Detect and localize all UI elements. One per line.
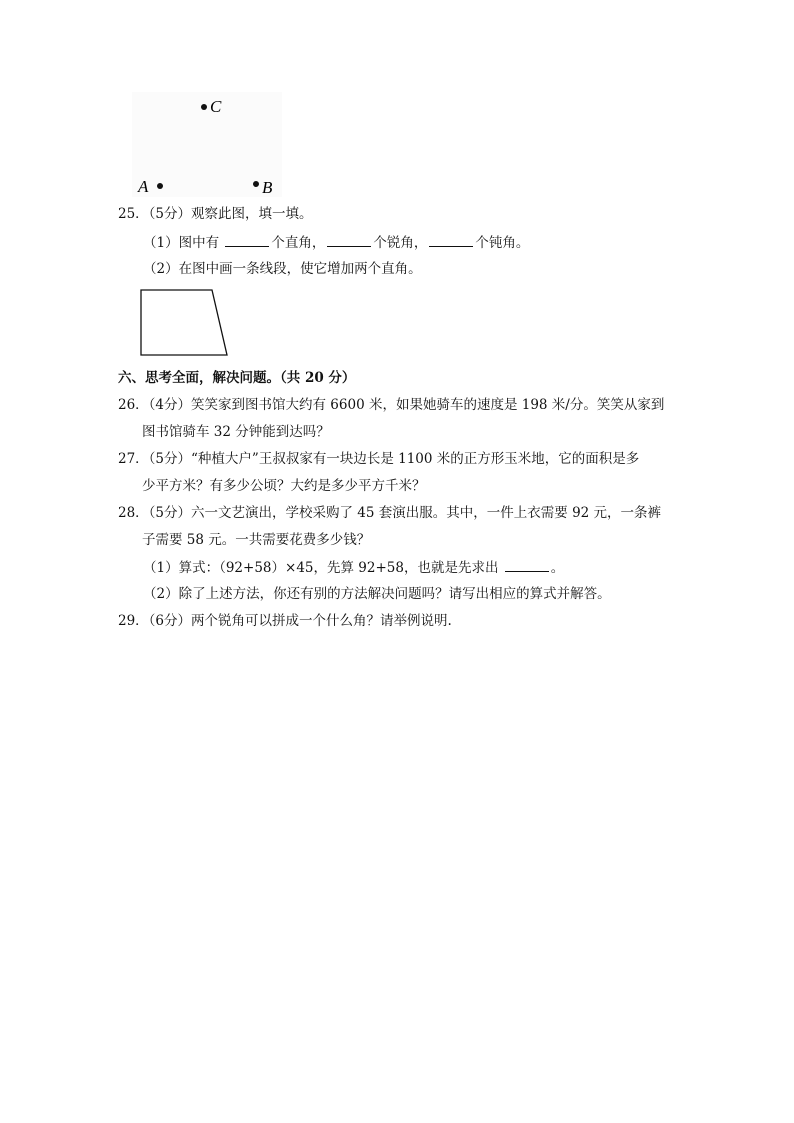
q29-line1: 29．（6分）两个锐角可以拼成一个什么角？请举例说明. bbox=[118, 613, 452, 629]
points-figure bbox=[132, 92, 282, 197]
point-b-label: B bbox=[262, 178, 273, 197]
section6-title: 六、思考全面，解决问题。（共 20 分） bbox=[118, 370, 356, 386]
acute-angle-count-blank[interactable] bbox=[327, 233, 371, 247]
point-c-dot bbox=[201, 104, 207, 110]
q27-line2: 少平方米？有多少公顷？大约是多少平方千米？ bbox=[142, 478, 426, 494]
right-angle-count-blank[interactable] bbox=[225, 233, 269, 247]
q28-part2: （2）除了上述方法，你还有别的方法解决问题吗？请写出相应的算式并解答。 bbox=[143, 586, 611, 602]
q28-part1-text-a: （1）算式：（92+58）×45，先算 92+58，也就是先求出 bbox=[143, 560, 503, 576]
point-b-dot bbox=[253, 181, 259, 187]
obtuse-angle-count-blank[interactable] bbox=[429, 233, 473, 247]
q26-line2: 图书馆骑车 32 分钟能到达吗？ bbox=[142, 424, 330, 440]
point-c-label: C bbox=[210, 97, 222, 116]
point-a-dot bbox=[157, 183, 163, 189]
q25-part1-text-d: 个钝角。 bbox=[475, 235, 530, 251]
q25-part1-text-a: （1）图中有 bbox=[143, 235, 224, 251]
q28-answer-blank[interactable] bbox=[505, 558, 549, 572]
q25-part1 bbox=[143, 233, 529, 252]
point-a-label: A bbox=[138, 177, 149, 196]
q26-line1: 26．（4分）笑笑家到图书馆大约有 6600 米，如果她骑车的速度是 198 米/分。笑笑从家到 bbox=[118, 397, 665, 413]
q28-line2: 子需要 58 元。一共需要花费多少钱？ bbox=[142, 532, 371, 548]
q25-title: 25．（5分）观察此图，填一填。 bbox=[118, 206, 313, 222]
q27-line1: 27．（5分）“种植大户”王叔叔家有一块边长是 1100 米的正方形玉米地，它的面积是多 bbox=[118, 451, 640, 467]
q28-part1 bbox=[143, 558, 564, 577]
q28-line1: 28．（5分）六一文艺演出，学校采购了 45 套演出服。其中，一件上衣需要 92 元，一条裤 bbox=[118, 505, 662, 521]
trapezoid-shape[interactable] bbox=[141, 290, 227, 355]
q28-part1-text-b: 。 bbox=[550, 560, 565, 576]
q25-part1-text-b: 个直角， bbox=[271, 235, 326, 251]
q25-part2: （2）在图中画一条线段，使它增加两个直角。 bbox=[143, 261, 422, 277]
trapezoid-figure bbox=[136, 286, 236, 360]
q25-part1-text-c: 个锐角， bbox=[373, 235, 428, 251]
figure-background bbox=[132, 92, 282, 197]
